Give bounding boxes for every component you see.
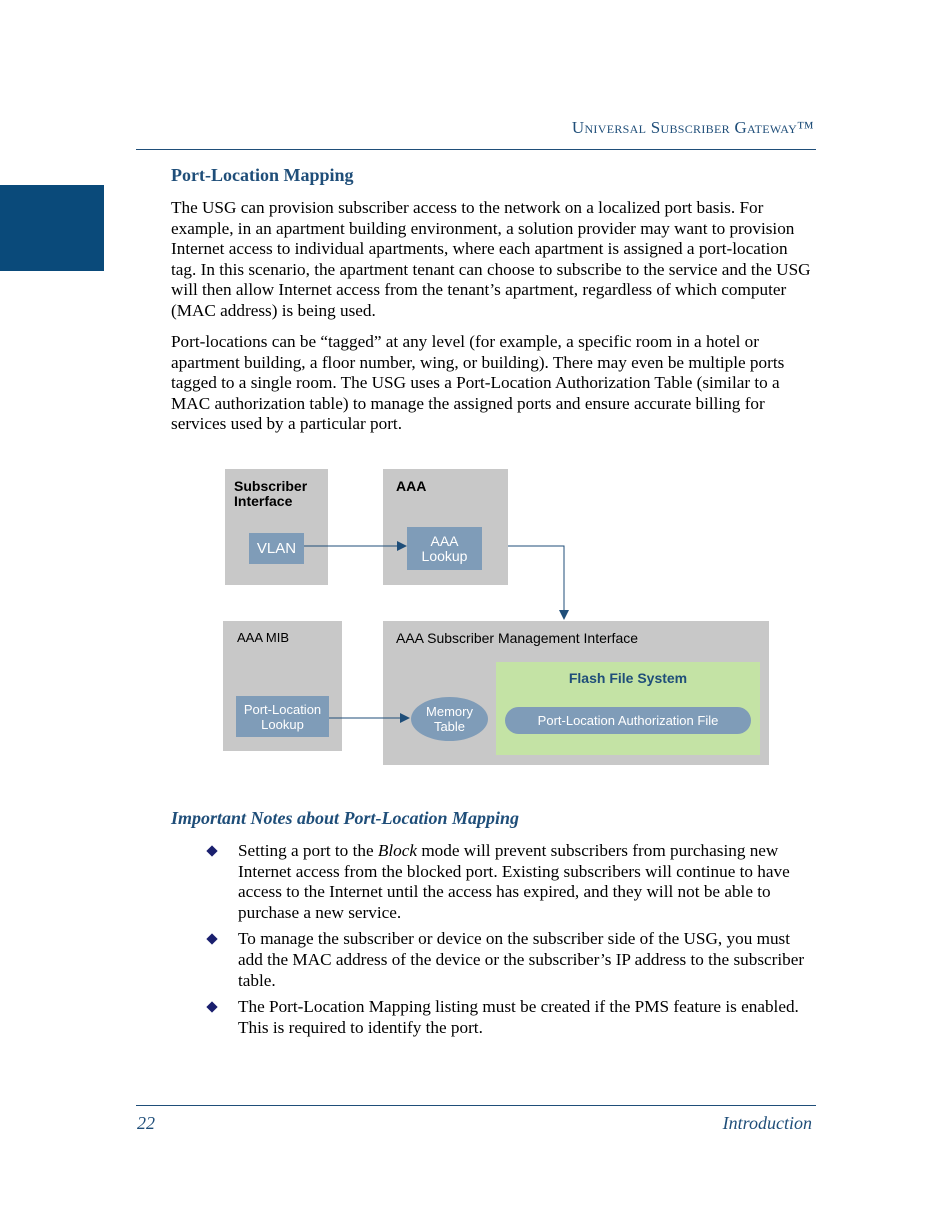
chapter-tab-marker [0,185,104,271]
notes-list [206,841,818,1044]
paragraph-1: The USG can provision subscriber access to the network on a localized port basis. For example, in an apartment building environment, a solution provider may want to provision Internet access to individual apartments, where each apartment is assigned a port-location tag. In this scenario, the apartment tenant can choose to subscribe to the service and the USG will then allow Internet access from the tenant’s apartment, regardless of which computer (MAC address) is being used. [171,198,811,320]
flash-file-system-box [496,662,760,755]
aaa-mib-label: AAA MIB [237,630,290,645]
note-1-emphasis: Block [377,841,418,860]
footer-rule [136,1105,816,1106]
port-location-authorization-file-node: Port-Location Authorization File [505,707,751,734]
notes-title: Important Notes about Port-Location Mapping [171,808,520,828]
list-item [206,929,818,991]
memory-table-node: Memory Table [411,697,488,741]
note-1-after: mode will prevent subscribers from purchasing new Internet access from the blocked port. Existing subscribers will continue to have access to the Internet until the access has expired, and they will not be able to purchase a new service. [238,841,790,922]
aaa-subscriber-management-box [383,621,769,765]
note-1-before: Setting a port to the [238,841,378,860]
subscriber-interface-box [225,469,328,585]
list-item [206,997,818,1038]
flash-file-system-label: Flash File System [568,670,688,686]
section-title: Port-Location Mapping [171,165,354,185]
aaa-to-smi-arrow [508,546,564,619]
port-location-lookup-node: Port-Location Lookup [236,696,329,737]
vlan-node: VLAN [249,533,304,564]
footer-section-name: Introduction [722,1113,812,1133]
list-item [206,841,818,923]
subscriber-interface-label: Subscriber Interface [234,478,308,509]
running-header: Universal Subscriber Gateway™ [571,118,814,137]
diamond-bullet-icon [206,934,217,945]
aaa-mib-box [223,621,342,751]
note-3-text: The Port-Location Mapping listing must be created if the PMS feature is enabled. This is required to identify the port. [238,997,799,1037]
note-2-text: To manage the subscriber or device on the subscriber side of the USG, you must add the MAC address of the device or the subscriber’s IP address to the subscriber table. [238,929,805,990]
header-rule [136,149,816,150]
diamond-bullet-icon [206,1001,217,1012]
aaa-box [383,469,508,585]
aaa-lookup-node: AAA Lookup [407,527,482,570]
diamond-bullet-icon [206,845,217,856]
aaa-smi-label: AAA Subscriber Management Interface [396,630,639,646]
page-number: 22 [137,1113,155,1133]
aaa-label: AAA [396,478,427,494]
paragraph-2: Port-locations can be “tagged” at any level (for example, a specific room in a hotel or apartment building, a floor number, wing, or building). There may even be multiple ports tagged to a single room. The USG uses a Port-Location Authorization Table (similar to a MAC authorization table) to manage the assigned ports and ensure accurate billing for services used by a particular port. [171,332,785,434]
